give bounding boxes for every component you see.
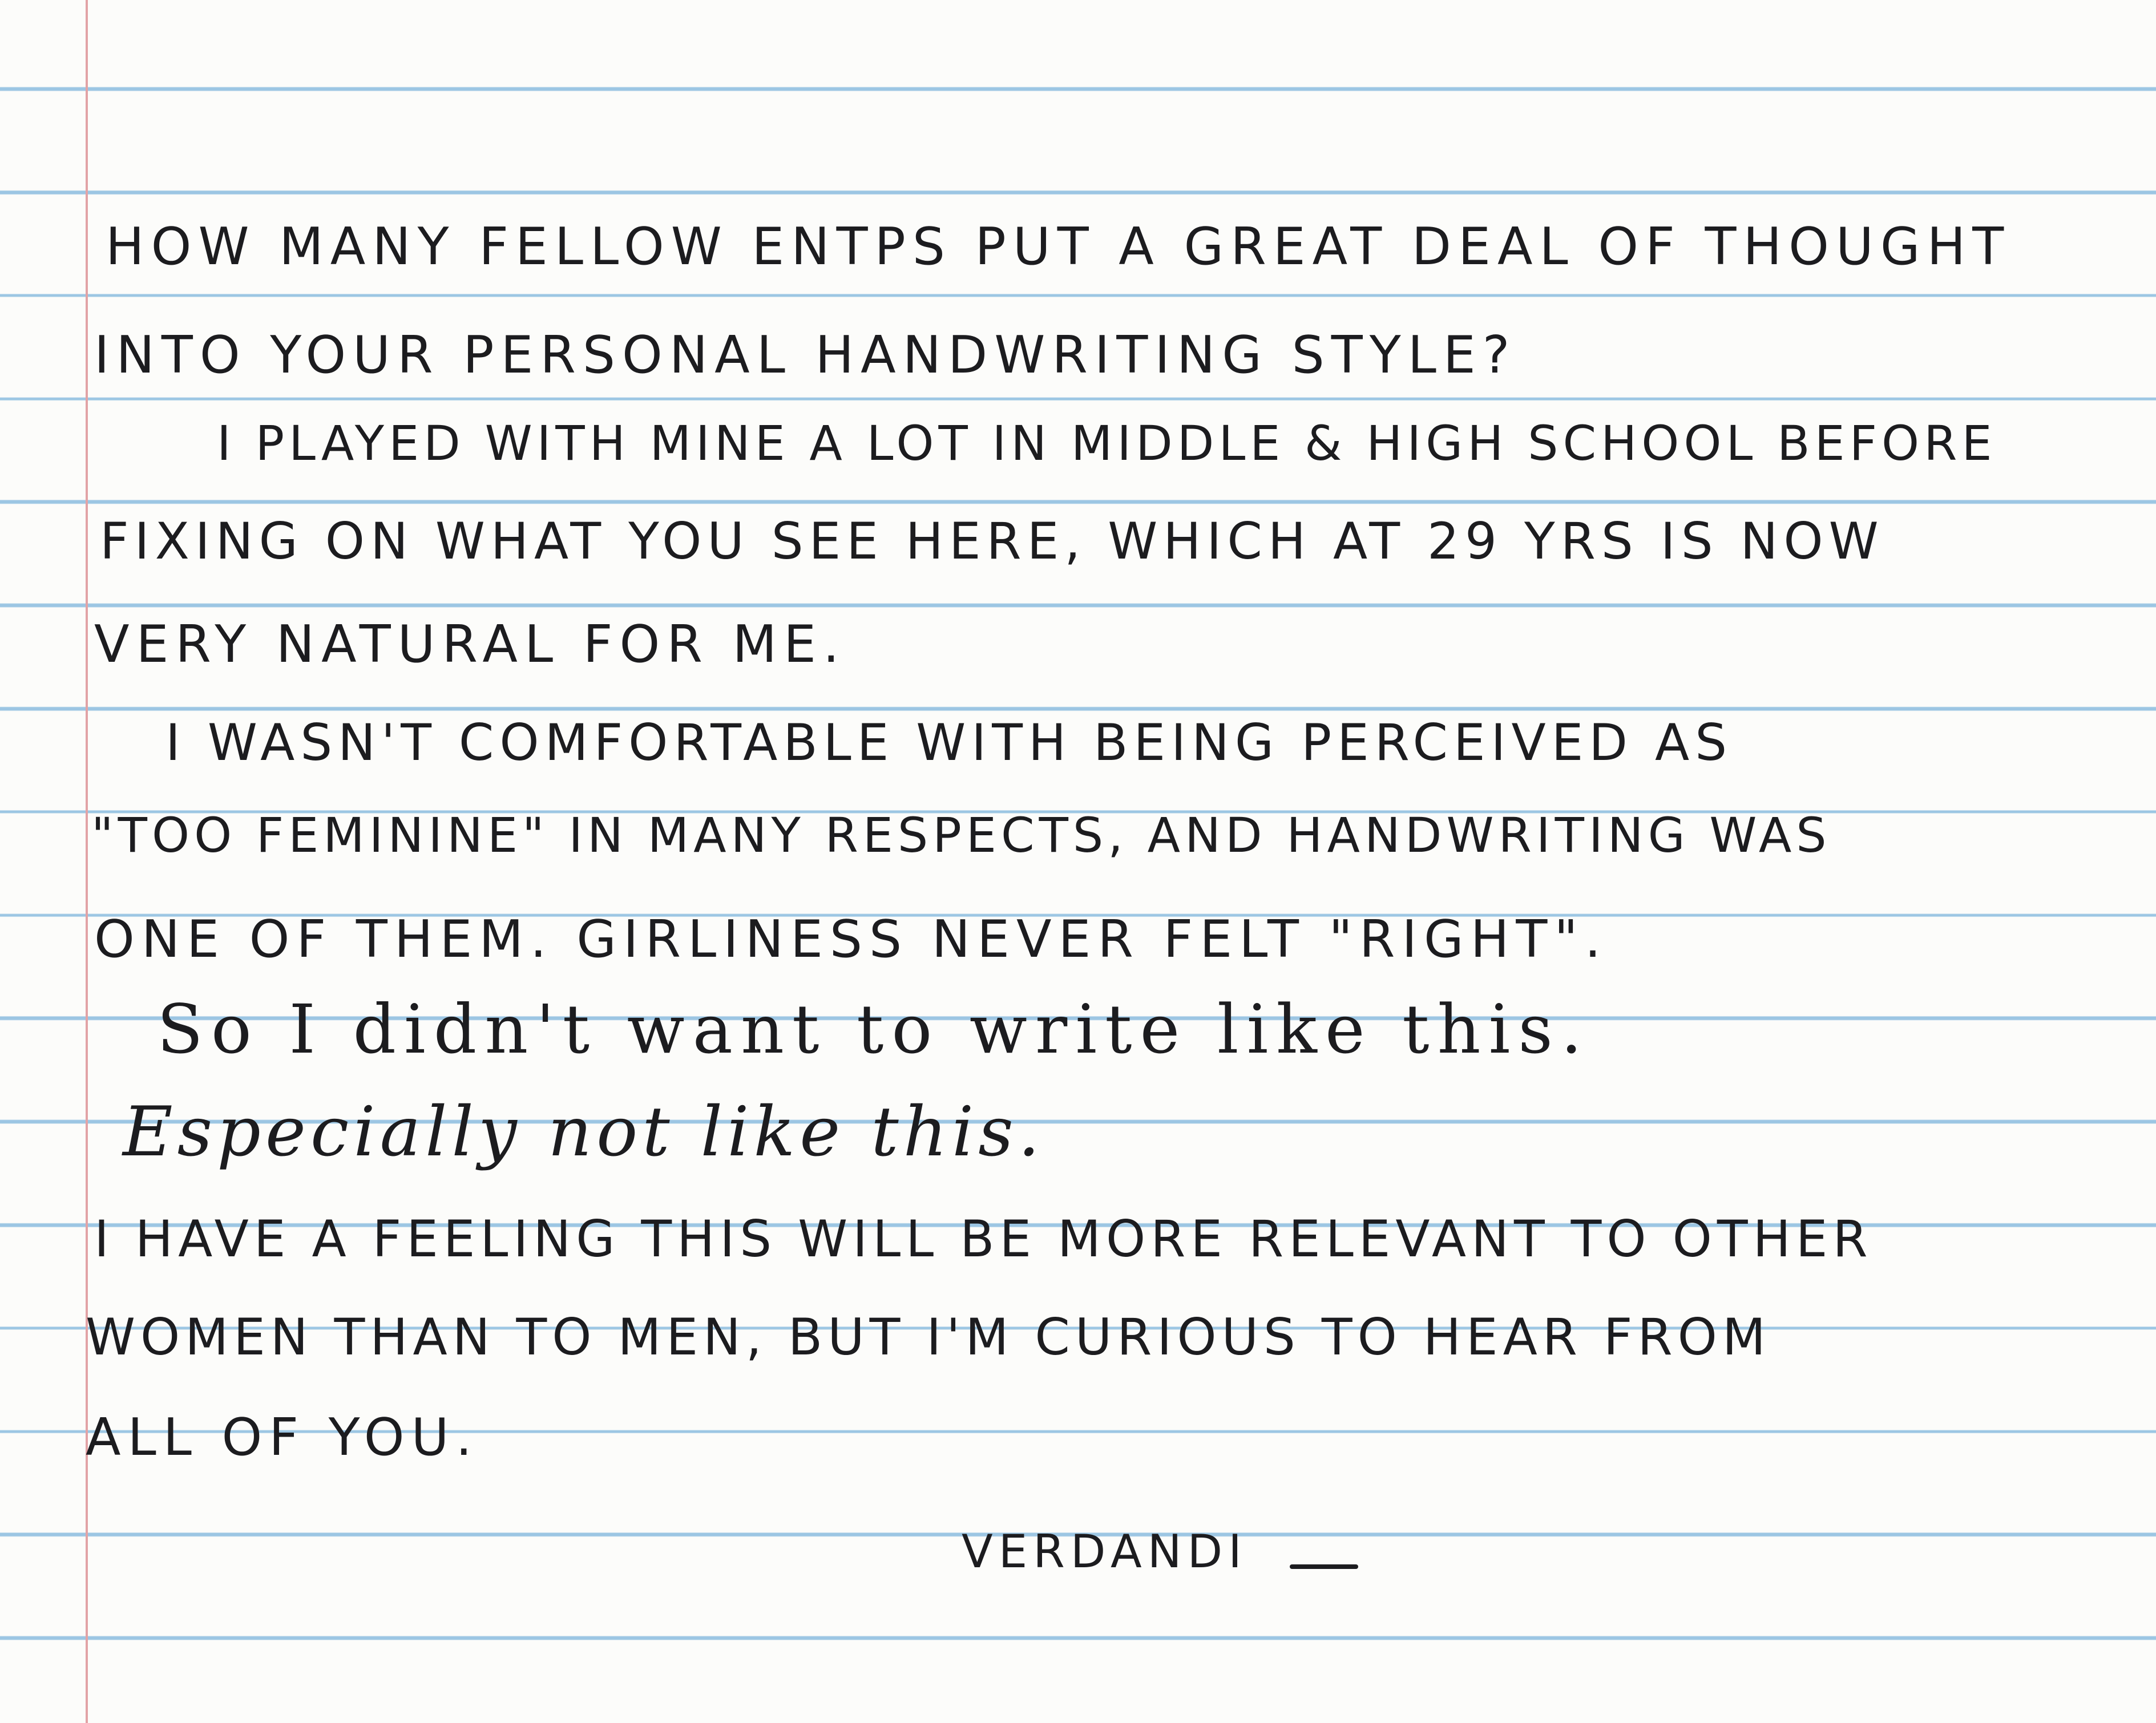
note-line-1: HOW MANY FELLOW ENTPS PUT A GREAT DEAL OF THOUGHT xyxy=(106,217,2011,277)
note-line-11: I HAVE A FEELING THIS WILL BE MORE RELEVANT TO OTHER xyxy=(94,1210,1873,1268)
note-line-4: FIXING ON WHAT YOU SEE HERE, WHICH AT 29 YRS IS NOW xyxy=(100,512,1884,571)
note-line-2: INTO YOUR PERSONAL HANDWRITING STYLE? xyxy=(94,325,1517,385)
note-line-8: ONE OF THEM. GIRLINESS NEVER FELT "RIGHT". xyxy=(94,909,1608,969)
note-line-10: Especially not like this. xyxy=(123,1093,1044,1172)
note-line-7: "TOO FEMININE" IN MANY RESPECTS, AND HANDWRITING WAS xyxy=(91,807,1831,863)
note-line-13: ALL OF YOU. xyxy=(86,1407,479,1467)
note-line-12: WOMEN THAN TO MEN, BUT I'M CURIOUS TO HEAR FROM xyxy=(86,1308,1771,1366)
note-line-3: I PLAYED WITH MINE A LOT IN MIDDLE & HIGH SCHOOL BEFORE xyxy=(217,415,1997,471)
note-line-6: I WASN'T COMFORTABLE WITH BEING PERCEIVED AS xyxy=(165,713,1733,772)
note-line-9: So I didn't want to write like this. xyxy=(157,990,1590,1069)
note-line-5: VERY NATURAL FOR ME. xyxy=(94,614,846,674)
signature-dash xyxy=(1290,1564,1358,1569)
signature: VERDANDI xyxy=(962,1525,1247,1578)
